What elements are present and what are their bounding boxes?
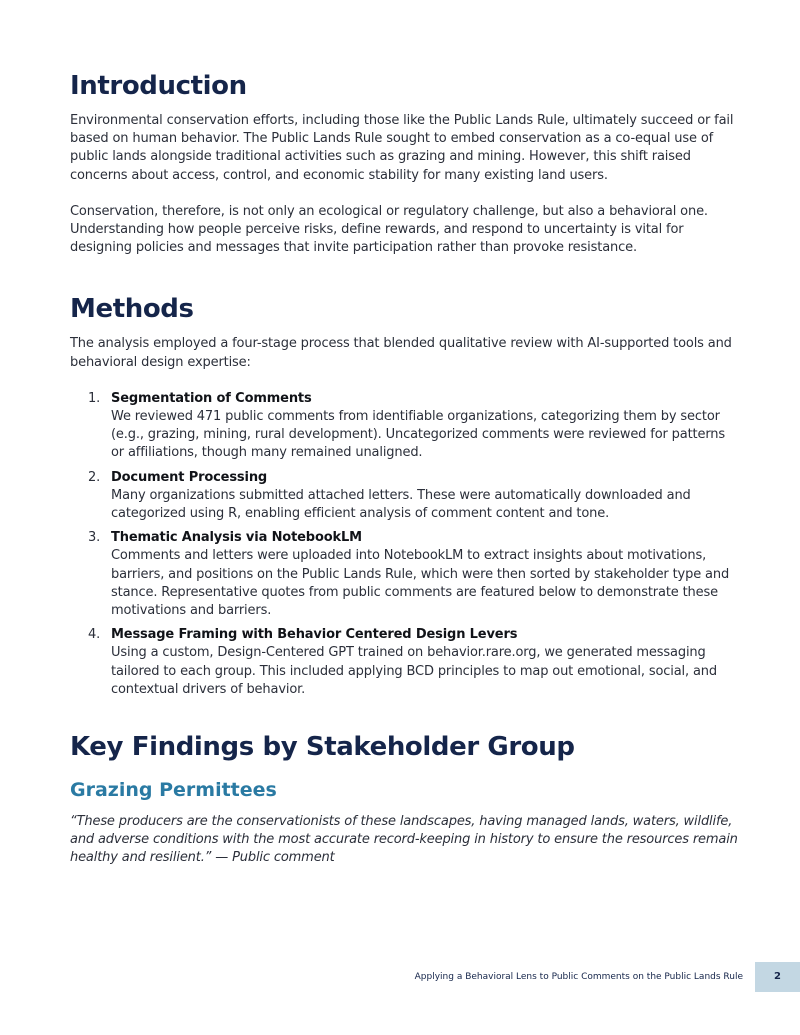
methods-heading: Methods [70, 294, 194, 325]
methods-intro: The analysis employed a four-stage process that blended qualitative review with AI-supported tools and behavioral design expertise: [70, 336, 732, 370]
methods-list [70, 390, 740, 699]
grazing-permittees-subheading: Grazing Permittees [70, 779, 277, 802]
list-item-text: Many organizations submitted attached letters. These were automatically downloaded and categorized using R, enabling efficient analysis of comment content and tone. [111, 487, 691, 522]
list-number: 2. [88, 469, 101, 485]
methods-list-item [70, 529, 740, 620]
document-page [70, 68, 740, 868]
methods-list-item [70, 390, 740, 463]
list-number: 3. [88, 530, 101, 546]
findings-heading: Key Findings by Stakeholder Group [70, 732, 575, 763]
introduction-heading: Introduction [70, 71, 247, 101]
section-key-findings [70, 729, 740, 868]
list-number: 4. [88, 627, 101, 643]
section-methods [70, 291, 740, 699]
list-item-title: Thematic Analysis via NotebookLM [111, 530, 362, 546]
page-number-badge: 2 [755, 962, 800, 992]
list-item-text: Using a custom, Design-Centered GPT trained on behavior.rare.org, we generated messaging tailored to each group. This included applying BCD principles to map out emotional, social, and contextual drivers of behavior. [111, 645, 717, 697]
methods-list-item [70, 626, 740, 699]
list-item-title: Segmentation of Comments [111, 390, 312, 406]
list-item-title: Message Framing with Behavior Centered Design Levers [111, 627, 518, 643]
list-item-title: Document Processing [111, 469, 268, 485]
list-item-text: Comments and letters were uploaded into NotebookLM to extract insights about motivations, barriers, and positions on the Public Lands Rule, which were then sorted by stakeholder type and stance. Representative quotes from public comments are featured below to demonstrate these motivations and barriers. [111, 548, 730, 619]
introduction-paragraph-2: Conservation, therefore, is not only an ecological or regulatory challenge, but also a behavioral one. Understanding how people perceive risks, define rewards, and respond to uncertainty is vital for designing policies and messages that invite participation rather than provoke resistance. [70, 203, 708, 256]
introduction-paragraph-1: Environmental conservation efforts, including those like the Public Lands Rule, ultimately succeed or fail based on human behavior. The Public Lands Rule sought to embed conservation as a co-equal use of public lands alongside traditional activities such as grazing and mining. However, this shift raised concerns about access, control, and economic stability for many existing land users. [70, 113, 734, 183]
methods-list-item [70, 469, 740, 524]
public-comment-quote: “These producers are the conservationists of these landscapes, having managed lands, waters, wildlife, and adverse conditions with the most accurate record-keeping in history to ensure the resources remain healthy and resilient.” — Public comment [70, 814, 738, 866]
list-item-text: We reviewed 471 public comments from identifiable organizations, categorizing them by sector (e.g., grazing, mining, rural development). Uncategorized comments were reviewed for patterns or affiliations, though many remained unaligned. [111, 409, 726, 461]
footer-running-title: Applying a Behavioral Lens to Public Comments on the Public Lands Rule [414, 972, 743, 982]
section-introduction [70, 68, 740, 257]
list-number: 1. [88, 390, 101, 406]
